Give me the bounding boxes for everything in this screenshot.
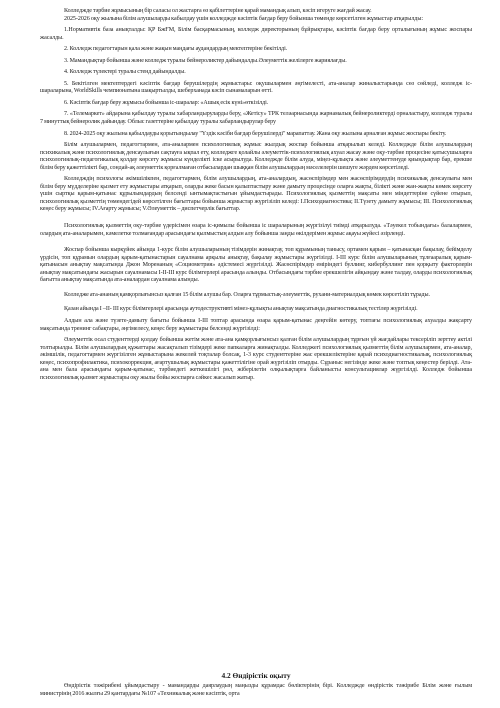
list-item: 3. Мамандықтар бойынша және колледж туралы бейнероликтер дайындалды.Әлеуметтік желілерге жариялағды. — [64, 57, 347, 64]
list-item: 7. «Телемаркет» айдарына қабылдау туралы хабарландыруларды беру, «Жетісу» ТРК теләарнасында жарнамалық бейнероликтерді орналастыру, колледж туралы 7 минуттық бейнеролик дайындау. Облыс газеттеріне қабылдау туралы хабарландырулар беру — [40, 111, 472, 126]
paragraph: Колледжде тәрбие жұмысының бір саласы ол жастарға өз қабілеттеріне қарай мамандық алып, кәсіп игеруге жағдай жасау. — [64, 8, 372, 14]
paragraph: 2025-2026 оқу жылына білім алушыларды кабылдау үшін колледжде кәсіптік бағдар беру бойынша төменде көрсетілген жұмыстар атқарылды: — [64, 15, 423, 22]
list-item: 1.Нормативтік база анықталды: ҚР БжҒМ, Білім басқармасының, колледж директорының бұйрықтары, кәсіптік бағдар беру орталығының жұмыс жоспары жасалды. — [40, 27, 472, 41]
paragraph: Психологиялық қызметтің оқу-тәрбие үдерісімен өзара іс-қимылы бойынша іс шараларының жүргізілуі тиімді атқарылуда. «Тәуекел тобындағы» балалармен, олардың ата-аналарымен, кәмелетке толмағандар арасындағы қылмыстың алдын алу бойынша заңды өкілдерімен жұмыс ақауы жүйесі әзірленді. — [40, 223, 472, 237]
paragraph: Колледждің психологы әкімшілікпен, педагогтармен, білім алушылардың, ата-аналардың, жасөспірімдер мен жасөспірімдердің психикалық денсаулығы мен білім беру мүдделеріне қызмет ету жұмыстары атқарып, оларды жеке басын қалыптастыру және дамыту процесінде оларға жақты, білікті және жан-жақты көмек көрсету үшін сыртқы қарым-қатынас құрылымдардың белсенді ынтымақтастығын ұйымдастырады. Психологиялық қызметтің мақсаты мен міндеттеріне сүйене отырып, психологиялық қызметтің төмендегідей көрсетілген бағыттары бойынша жұмыстар жүргізіліп келеді: І.Психодиагностика; ІІ.Түзету дамыту жұмысы; ІІІ. Психологиялық кеңес беру жұмысы; ІV.Ағарту жұмысы; V.Әлеуметтік – диспетчерлік бағыттар. — [40, 176, 472, 213]
section-production-training — [40, 671, 472, 698]
list-item: 4. Колледж түлектері туралы стенд дайындалды. — [64, 69, 186, 76]
paragraph: Қазан айында І –ІІ- ІІІ курс білімгерлері арасында аутодеструктивті мінез-құлықты анықтау мақсатында диагностикалық тестілер жүргізілді. — [64, 306, 418, 313]
paragraph: Білім алушылармен, педагогтармен, ата-аналармен психологиялық жұмыс жылдық жоспар бойынша атқарылып келеді. Колледжде білім алушылардың психикалық және психологиялық денсаулығын сақтауға ықпал ету, колледжге қолайлы әлеуметтік-психологиялық ахуал жасау және оқу-тәрбие процесіне қатысушыларға психологиялық-педагогикалық қолдау көрсету жұмысы күнделікті іске асырылуда. Колледжде білім алуда, міңез-құлықта және әлеуметтенуде қиындықтар бар, ерекше білім беру қажеттілікті бар, сондай-ақ әлеуметтік қорғалмаған отбасылардан шыққан білім алушылардың мәселелерін шешуге жәрдем көрсетіледі. — [40, 142, 472, 171]
paragraph: Колледже ата-ананың қамқорлығынсыз қалған 15 білім алушы бар. Оларға тұрмыстық-әлеуметтік, рухани-материалдық көмек көрсетіліп тұрады. — [64, 291, 430, 298]
list-item: 2. Колледж педагогтарын қала және жақын маңдағы аудандардың мектептеріне бекітілді. — [64, 46, 288, 53]
list-item: 8. 2024-2025 оқу жылына қабылдауды қорытындылау "Үздік кәсіби бағдар берушілерді" марапаттау. Жана оқу жылына арналған жұмыс жоспары бекіту. — [64, 130, 447, 137]
section-heading: 4.2 Өндірістік оқыту — [221, 671, 291, 680]
paragraph: Жоспар бойынша кырқүйек айында 1-курс білім алушыларының тізімдерін жинақтау, топ құрамының танысу, ортамен қарым – қатынасқан бақылау, бейімделу үрдісін, топ құрамын олардың қарым-қатынастарын сауалнама арқылы анықтау, бақылау жұмыстары жүргізілді. І-ІІІ курс білім алушыларының тұлғааралық қарым-қатынасын анықтау мақсатында Джон Моренаның «Социометрия» әдістемесі жүргізілді. Жасөспірімдер еміріндегі буллинг, кибербуллинг пен қорқыту факторлерін анықтау мақсатындағы жасырын сауалнамасы І-ІІ-ІІІ курс білімгерлері арасында алынды. Отбасындағы тәрбие ерекшелігін айқындау және талдау, оларды психологиялық бағытта анықтау мақсатында ата-аналардан сауалнама алынды. — [40, 247, 472, 284]
paragraph: Алдын ала және түзете-дамыту бағыты бойынша І-ІІІ топтар арасында өзара қарым-қатынас деңгейін көтеру, топтағы психологиялық ахуалды жақсарту мақсатында тренинг сабақтары, әңгімелесу, кеңес беру жұмыстары белсенді жүргізілді: — [40, 317, 472, 332]
list-item: 5. Бекітілген мектептердегі кәсіптік бағдар берушілердің жұмыстары: оқушылармен әңгімелесті, ата-аналар жиналыстарында сөз сөйледі, колледж іс-шараларына, WorldSkills чемпионатына шақыртылды, шеберханада кәсіп сынамаларын өтті. — [40, 80, 472, 95]
paragraph: Әлеуметтік осал студенттерді қолдау бойынша жетім және ата-ана қамқорлығынсыз қалған білім алушылардың тұрғын үй жағдайлары тексеріліп зерттеу актілі толтырылды. Білім алушылардың құжаттары жасақталып тізімдері жеке папкаларға жинақталды. Колледжегі психологиялық қызметтің білім алушылармен, ата-аналар, әкімшілік, педагогтармен жүргізілген жұмыстарына жекелей тоқталар болсақ, 1-3 курс студенттеріне жас ерекшеліктеріне қарай психодиагностикалық, психологиялық кеңес, психопрофилактика, психокоррекция, ағартушылық жұмыстары қажеттілігіне орай жүргізіліп отырды. Сұраныс негізінде жеке және топтық кеңестер берілді. Ата-ана мен бала арасындағы қарым-қатынас, тәрбиедегі жеткешілігі рөл, жіберілетін олқылықтарға байланысты консультациялар жүргізілді. Колледж бойынша психологиялық қызмет жұмыстары оқу жылы бойы жоспарға сәйкес жасалып жатыр. — [40, 337, 472, 381]
section-paragraph: Өндірістік тәжірибені ұйымдастыру - мамандарды даярлаудың маңызды құрамдас бөліктерінің бірі. Колледжде өндірістік тәжірибе Білім және ғылым министрінің 2016 жылғы 29 қантардағы №107 «Техникалық және кәсіптік, орта — [40, 683, 472, 697]
list-item: 6. Кәсіптік бағдар беру жұмысы бойынша іс-шаралар: «Ашық есік күні»өткізілді. — [64, 99, 269, 106]
